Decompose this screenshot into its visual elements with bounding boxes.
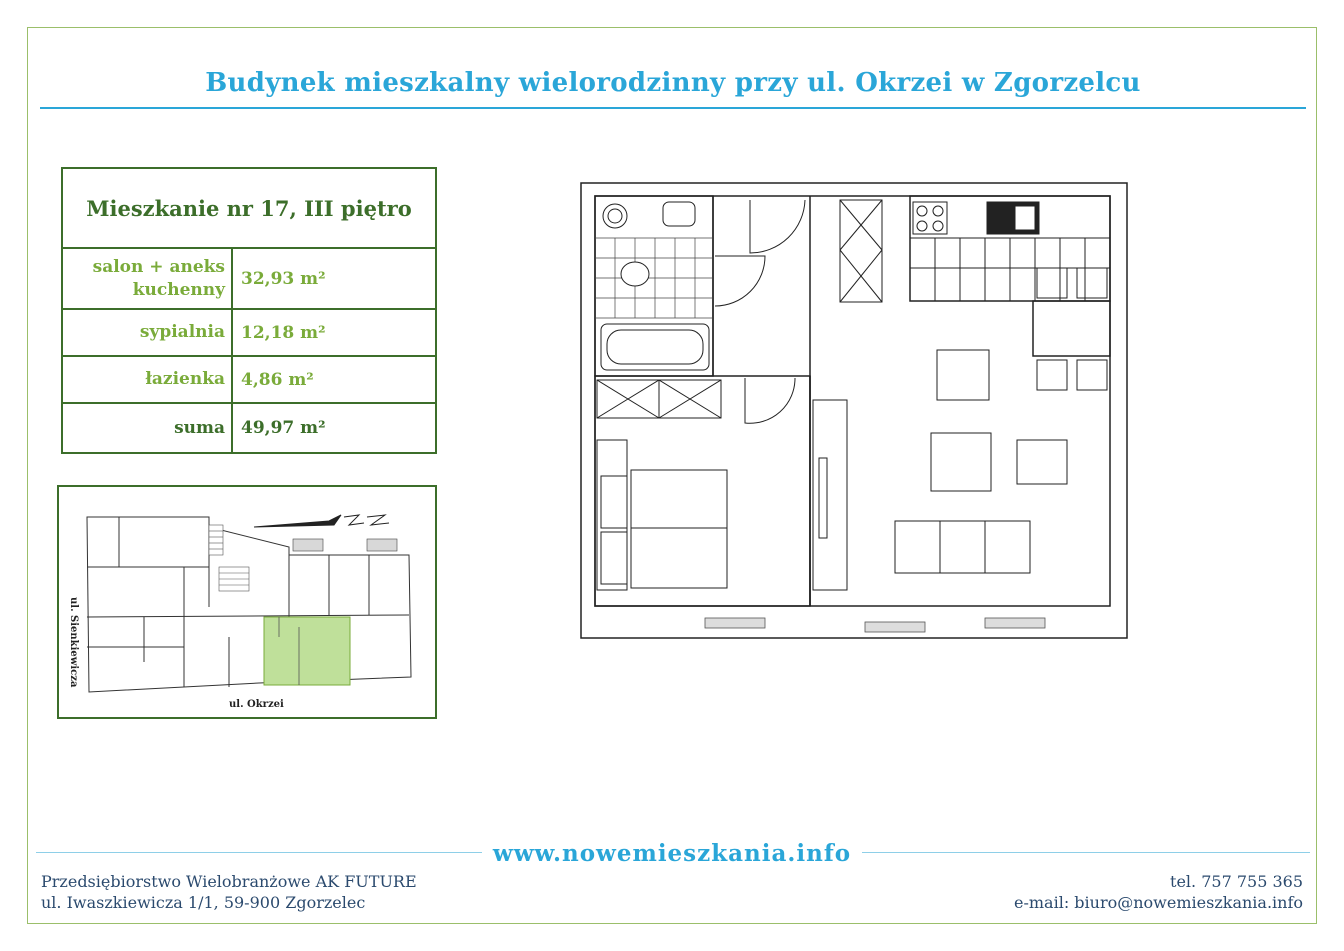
floor-plan-drawing (575, 178, 1135, 658)
contact-info (1014, 871, 1303, 913)
living-room-label (63, 249, 233, 308)
bathroom-area: 4,86 m² (241, 369, 314, 390)
site-plan-map (57, 485, 437, 719)
living-room-area: 32,93 m² (241, 268, 326, 289)
apartment-heading: Mieszkanie nr 17, III piętro (63, 169, 435, 249)
contact-email[interactable]: e-mail: biuro@nowemieszkania.info (1014, 893, 1303, 912)
bathroom-label: łazienka (63, 357, 233, 402)
bedroom-area: 12,18 m² (241, 322, 326, 343)
table-row-total (63, 404, 435, 452)
street-label-okrzei: ul. Okrzei (229, 699, 284, 710)
footer-divider-left (36, 852, 482, 853)
site-plan-drawing (59, 487, 435, 717)
company-address: ul. Iwaszkiewicza 1/1, 59-900 Zgorzelec (41, 893, 366, 912)
footer-website-link[interactable]: www.nowemieszkania.info (492, 840, 852, 867)
living-room-label-line1: salon + aneks (92, 256, 225, 277)
total-label: suma (63, 404, 233, 452)
total-area: 49,97 m² (241, 418, 326, 438)
highlighted-apartment (264, 617, 350, 685)
floor-plan (575, 178, 1135, 658)
company-info (41, 871, 417, 913)
living-room-label-line2: kuchenny (132, 279, 225, 300)
table-row-bedroom (63, 310, 435, 357)
company-name: Przedsiębiorstwo Wielobranżowe AK FUTURE (41, 872, 417, 891)
street-label-sienkiewicza: ul. Sienkiewicza (68, 597, 79, 688)
contact-phone[interactable]: tel. 757 755 365 (1170, 872, 1303, 891)
page-title: Budynek mieszkalny wielorodzinny przy ul. Okrzei w Zgorzelcu (205, 68, 1141, 98)
title-divider (40, 107, 1306, 109)
table-row-bathroom (63, 357, 435, 404)
apartment-area-table (61, 167, 437, 454)
bedroom-label: sypialnia (63, 310, 233, 355)
footer-divider-right (862, 852, 1310, 853)
table-row-living-room (63, 249, 435, 310)
